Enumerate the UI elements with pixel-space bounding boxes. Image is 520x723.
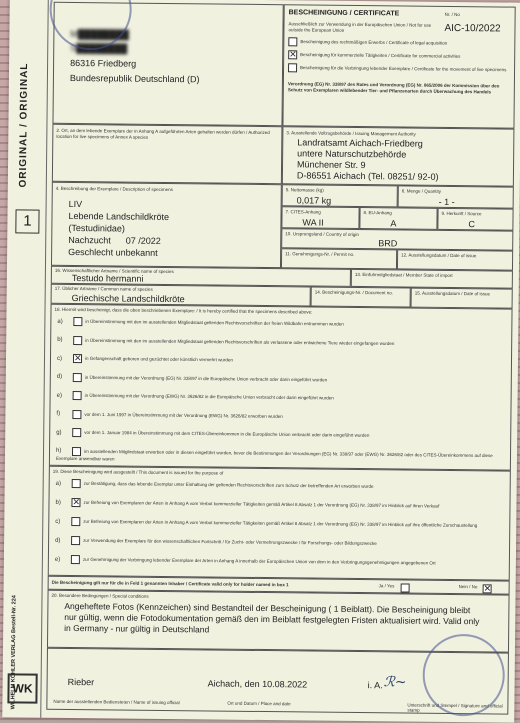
field-19-option-text: zur Genehmigung der Verbringung lebender Exemplare der Arten in Anhang A innerhalb der Europäischen Union von dem in den Verbringungsgenehmigungen angegebenen Ort: [82, 556, 436, 566]
field-18-option-text: vor dem 1. Juni 1997 in Übereinstimmung mit der Verordnung (EWG) Nr. 3626/82 erworben wurden: [84, 411, 283, 419]
field-18-option-letter: b): [57, 337, 63, 344]
field-18-option-checkbox[interactable]: [73, 373, 82, 382]
validity-no-label: Nein / No: [458, 584, 478, 590]
field-18-option-checkbox[interactable]: [73, 336, 82, 345]
field-9-label: 9. Herkunft / Source: [441, 210, 482, 217]
quantity-value: - 1 -: [438, 196, 455, 208]
checkbox-valid-no[interactable]: ✕: [483, 583, 492, 594]
field-19-purpose: [48, 466, 511, 581]
validity-yes-label: Ja / Yes: [378, 583, 395, 589]
holder-street: S████████: [70, 42, 128, 54]
field-10-label: 10. Ursprungsland / Country of origin: [285, 231, 359, 238]
field-18-option: [57, 335, 505, 349]
copy-number: 1: [15, 209, 39, 233]
field-8-label: 8. EU-Anhang: [363, 210, 392, 216]
field-18-option: [57, 391, 505, 405]
field-19-option-letter: e): [54, 556, 61, 563]
field-19-option: [55, 517, 503, 531]
field-3-label: 3. Ausstellende Vollzugsbehörde / Issuing Management Authority: [286, 130, 416, 137]
field-18-option: [56, 428, 504, 442]
field-4-label: 4. Beschreibung der Exemplare / Description of specimens: [55, 185, 173, 193]
field-18-option-text: in Gefangenschaft geboren und gezüchtet oder künstlich vermehrt wurden: [84, 355, 233, 363]
field-3-authority: [282, 126, 515, 186]
option-commercial: ✕ Bescheinigung für kommerzielle Tätigkeiten / Certificate for commercial activities: [289, 49, 461, 60]
authority-line-4: D-86551 Aichach (Tel. 08251/ 92-0): [296, 170, 439, 182]
field-19-option: [56, 479, 504, 493]
validity-label: Die Bescheinigung gilt nur für die in Feld 1 genannten Inhaber / Certificate valid only for holder named in box 1: [51, 579, 289, 588]
field-18-option-checkbox[interactable]: [72, 447, 81, 456]
field-5-mass: [282, 184, 398, 207]
field-12-date: [397, 249, 513, 270]
field-11-label: 11. Genehmigungs-Nr. / Permit no.: [285, 251, 355, 257]
field-18-option-text: vor dem 1. Januar 1984 in Übereinstimmung mit dem CITES-Übereinkommen in die Europäische Union verbracht oder darin eingeführt wurden: [84, 429, 370, 438]
field-19-option-text: zur Bestätigung, dass das lebende Exemplar unter Einhaltung der geltenden Rechtsvorschriften zum Schutz der betreffenden Art erworben wurde: [83, 480, 374, 489]
field-19-option-checkbox[interactable]: ✕: [72, 497, 81, 508]
field-18-option: [57, 354, 505, 368]
cites-appendix-value: WA II: [302, 217, 324, 228]
holder-name: M████████: [70, 28, 129, 40]
stamp-label: Unterschrift und Stempel / Signature and official stamp: [407, 702, 503, 713]
header-cell: [282, 4, 515, 128]
desc-line-1: LIV: [68, 198, 83, 210]
desc-line-3: (Testudinidae): [68, 222, 125, 234]
field-18-option-letter: f): [56, 411, 61, 418]
field-18-option-checkbox[interactable]: [72, 428, 81, 437]
field-19-option-letter: d): [55, 537, 61, 544]
field-7-cites: [281, 206, 359, 229]
field-18-option-checkbox[interactable]: ✕: [73, 353, 82, 364]
field-18-option-text: in Übereinstimmung mit den im ausstellenden Mitgliedstaat geltenden Rechtsvorschriften der freien Wildbahn entnommen wurden: [85, 318, 344, 327]
field-18-option-letter: h): [56, 448, 62, 455]
field-18-option-letter: c): [56, 355, 63, 362]
handwritten-signature: ℛ~: [383, 674, 407, 691]
field-18-option-checkbox[interactable]: [73, 317, 82, 326]
authority-line-1: Landratsamt Aichach-Friedberg: [297, 137, 423, 149]
field-14-label: 14. Bescheinigungs-Nr. / Document no.: [314, 289, 394, 296]
authority-line-2: untere Naturschutzbehörde: [297, 148, 407, 160]
field-7-label: 7. CITES-Anhang: [285, 209, 321, 215]
special-conditions-text: Angeheftete Fotos (Kennzeichen) sind Bestandteil der Bescheinigung ( 1 Beiblatt). Die Bescheinigung bleibt nur gültig, wenn die Fotodokumentation gemäß den im Beiblatt festgelegten Fristen aktualisiert wird. Valid only in Germany - nur gültig in Deutschland: [64, 600, 480, 635]
field-19-label: 19. Diese Bescheinigung wird ausgestellt / This document is issued for the purpose of: [52, 468, 224, 476]
bottom-official-stamp: [422, 634, 505, 717]
field-9-source: [437, 208, 513, 231]
field-19-option-text: zur Befreiung von Exemplaren der Arten in Anhang A vom Verbot kommerzieller Tätigkeiten gemäß Artikel 8 Absatz 1 der Verordnung (EG) Nr. 338/97 im Hinblick auf ihren Verkauf: [83, 499, 440, 509]
field-18-option-checkbox[interactable]: [73, 391, 82, 400]
field-19-option-checkbox[interactable]: [71, 536, 80, 545]
field-5-label: 5. Nettomasse (kg): [285, 187, 324, 193]
field-4-description: [51, 182, 282, 268]
checkbox-commercial[interactable]: ✕: [289, 49, 297, 60]
place-and-date: Aichach, den 10.08.2022: [207, 678, 308, 690]
field-19-option-checkbox[interactable]: [71, 555, 80, 564]
on-behalf-mark: i. A.: [367, 680, 383, 691]
field-19-option: [55, 555, 503, 569]
common-name-value: Griechische Landschildkröte: [71, 293, 185, 305]
original-label: ORIGINAL / ORIGINAL: [17, 62, 31, 188]
field-18-option-text: in Übereinstimmung mit den im ausstellenden Mitgliedstaat geltenden Rechtsvorschriften als verlassene oder entwichene Tiere wieder eingefangen wurden: [85, 337, 395, 346]
field-10-origin: [281, 228, 513, 250]
field-18-option: [57, 372, 505, 386]
field-16-label: 16. Wissenschaftlicher Artname / Scientific name of species: [54, 267, 174, 275]
checkbox-valid-yes[interactable]: [401, 583, 410, 592]
official-name-label: Name der ausstellenden Bediensteten / Name of issuing official: [53, 698, 180, 706]
field-8-eu-annex: [359, 207, 437, 230]
field-18-option-text: in Übereinstimmung mit der Verordnung (EG) Nr. 338/97 in die Europäische Union verbracht oder darin eingeführt wurden: [84, 374, 328, 382]
field-19-option-text: zur Befreiung von Exemplaren der Arten in Anhang A vom Verbot kommerzieller Tätigkeiten gemäß Artikel 8 Absatz 1 der Verordnung (EG) Nr. 338/97 im Hinblick auf ihre öffentliche Zurschaustellung: [83, 518, 478, 528]
field-17-common: [51, 284, 311, 307]
field-17-label: 17. Üblicher Artname / Common name of species: [54, 285, 153, 292]
checkbox-legal-acquisition[interactable]: [288, 37, 297, 46]
field-11-permit: [281, 248, 397, 269]
field-20-label: 20. Besondere Bedingungen / Special conditions: [51, 592, 149, 599]
field-19-option-checkbox[interactable]: [72, 479, 81, 488]
field-19-option-text: zur Verwendung der Exemplare für den wissenschaftlichen Fortschritt / für Zucht- oder Vermehrungszwecke / für Forschungs- oder Bildungszwecke: [83, 537, 377, 546]
publisher-logo: WK: [7, 673, 37, 703]
field-18-label: 18. Hiermit wird bescheinigt, dass die oben beschriebenen Exemplare: / It is hereby certified that the specimens described above:: [54, 306, 313, 315]
option-movement: Bescheinigung für die Verbringung lebender Exemplare / Certificate for the movement of live specimens: [288, 63, 512, 74]
field-14-document: [311, 287, 411, 308]
field-19-option-letter: c): [55, 518, 61, 525]
desc-line-4: Nachzucht 07 /2022: [68, 234, 161, 246]
field-18-option-letter: a): [57, 318, 63, 325]
cert-no-label: Nr. / No: [444, 11, 460, 18]
certificate-number: AIC-10/2022: [444, 22, 501, 35]
field-18-option-text: im ausstellenden Mitgliedstaat erworben oder in diesen eingeführt wurden, bevor die Bestimmungen der Verordnungen (EG) Nr. 338/97 oder (EWG) Nr. 3626/82 oder des CITES-Übereinkommens auf diese Exemplare anwendbar waren: [55, 448, 493, 461]
field-13-label: 13. Einfuhrmitgliedstaat / Member State of import: [354, 271, 453, 278]
field-2-label: 2. Ort, an dem lebende Exemplare der in Anhang A aufgeführten Arten gehalten werden dürfen / Authorized location for live specimens of Annex A species: [56, 127, 270, 140]
regulation-text: Verordnung (EG) Nr. 338/97 des Rates und Verordnung (EG) Nr. 865/2006 der Kommission über den Schutz von Exemplaren wildlebender Tier- und Pflanzenarten durch Überwachung des Handels: [287, 81, 500, 94]
authority-line-3: Münchener Str. 9: [296, 159, 366, 171]
eu-use-note: Ausschließlich zur Verwendung in der Europäischen Union / Not for use outside the European Union: [288, 21, 432, 33]
field-19-option-letter: a): [55, 480, 62, 487]
field-18-option: [56, 409, 504, 423]
field-18-option-text: in Übereinstimmung mit der Verordnung (EWG) Nr. 3626/82 in die Europäische Union verbracht oder darin eingeführt wurden: [84, 392, 334, 401]
field-19-option: [55, 536, 503, 550]
place-date-label: Ort und Datum / Place and date: [227, 700, 291, 707]
holder-country: Bundesrepublik Deutschland (D): [69, 72, 200, 85]
source-value: C: [468, 219, 475, 230]
field-18-option-checkbox[interactable]: [72, 410, 81, 419]
holder-city: 86316 Friedberg: [70, 57, 137, 69]
field-18-certification: [49, 304, 513, 471]
field-13-import: [351, 269, 513, 289]
field-18-option-letter: e): [56, 392, 62, 399]
field-6-label: 6. Menge / Quantity: [401, 188, 442, 194]
net-mass-value: 0,017 kg: [296, 195, 332, 206]
eu-annex-value: A: [390, 218, 397, 229]
field-19-option: [55, 498, 503, 512]
field-18-option-letter: d): [56, 374, 63, 381]
field-2-location: [52, 124, 283, 184]
desc-line-5: Geschlecht unbekannt: [68, 246, 158, 258]
field-18-option: [57, 317, 505, 331]
field-15-date: [411, 288, 513, 309]
publisher-label: WILHELM KÖHLER VERLAG Bestell-Nr. 224: [10, 595, 18, 710]
option-legal-acquisition: Bescheinigung des rechtmäßigen Erwerbs / Certificate of legal acquisition: [288, 37, 512, 48]
field-19-option-letter: b): [55, 499, 61, 506]
certificate-title: BESCHEINIGUNG / CERTIFICATE: [288, 9, 400, 18]
field-12-label: 12. Ausstellungsdatum / Date of issue: [401, 252, 477, 259]
desc-line-2: Lebende Landschildkröte: [68, 210, 170, 223]
field-15-label: 15. Ausstellungsdatum / Date of issue: [414, 290, 491, 297]
official-name: Rieber: [67, 676, 95, 688]
checkbox-movement[interactable]: [288, 63, 297, 72]
certificate-document: [2, 0, 520, 723]
origin-value: BRD: [378, 238, 398, 249]
field-6-quantity: [398, 185, 514, 208]
scientific-name-value: Testudo hermanni: [71, 273, 144, 284]
field-18-option: [56, 446, 504, 465]
field-19-option-checkbox[interactable]: [71, 517, 80, 526]
field-18-option-letter: g): [56, 429, 62, 436]
left-margin-strip: [2, 0, 49, 718]
